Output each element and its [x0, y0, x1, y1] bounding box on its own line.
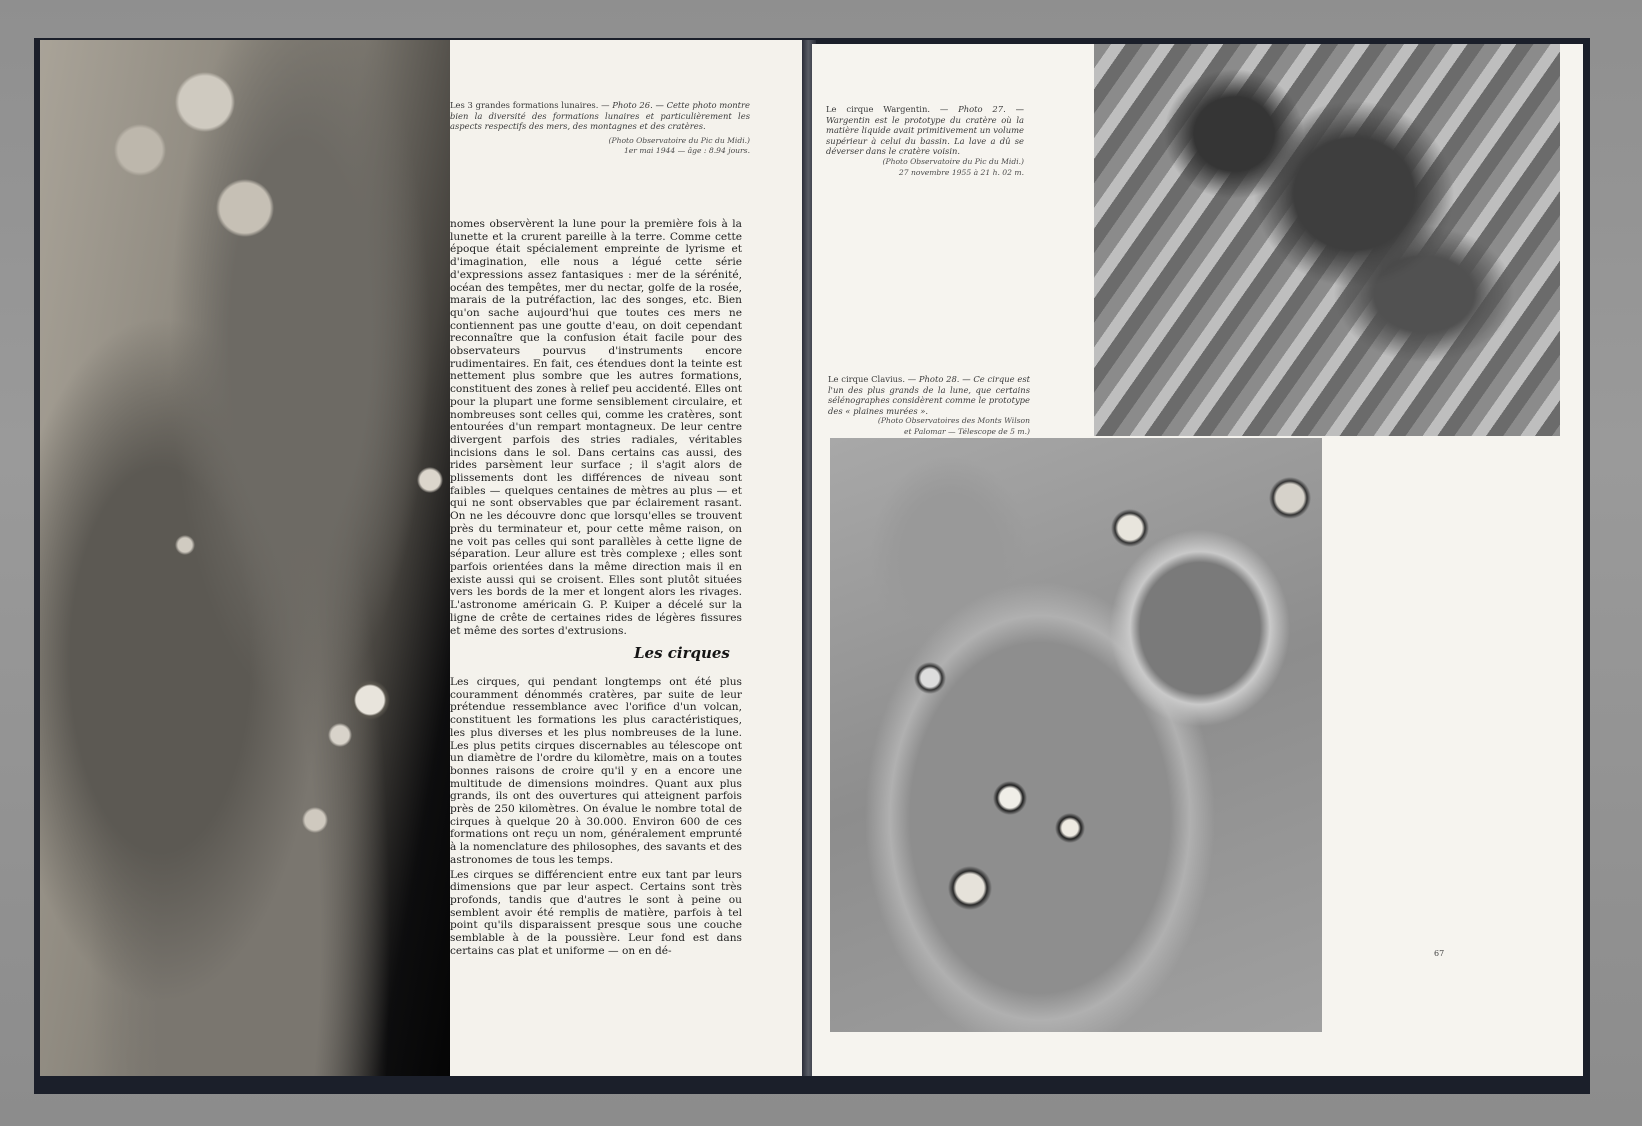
caption-title: Le cirque Wargentin. — [826, 104, 930, 114]
caption-credit: (Photo Observatoires des Monts Wilson — [877, 416, 1030, 426]
section-heading: Les cirques — [634, 644, 730, 662]
caption-credit: (Photo Observatoire du Pic du Midi.) — [882, 156, 1024, 166]
caption-credit-line-2: et Palomar — Télescope de 5 m.) — [903, 426, 1030, 436]
caption-photo-28: Le cirque Clavius. — Photo 28. — Ce cirque est l'un des plus grands de la lune, que certains sélénographes considèrent comme le prototype des « plaines murées ». (Photo Observatoires des Monts Wilson et Palomar — Télescope de 5 m.) — [828, 374, 1030, 436]
caption-label: Photo 26. — [612, 100, 653, 110]
caption-text: — Ce cirque est l'un des plus grands de la lune, que certains sélénographes considèrent comme le prototype des « plaines murées ». — [828, 374, 1030, 416]
caption-separator: — — [598, 100, 613, 110]
right-page — [812, 44, 1583, 1076]
wargentin-circular-mask — [1094, 44, 1560, 436]
caption-text: — Wargentin est le prototype du cratère où la matière liquide avait primitivement un volume supérieur à celui du bassin. La lave a dû se déverser dans le cratère voisin. — [826, 104, 1024, 157]
caption-title: Le cirque Clavius. — [828, 374, 905, 384]
section-paragraph: Les cirques se différencient entre eux tant par leurs dimensions que par leur aspect. Certains sont très profonds, tandis que d'autres le sont à peine ou semblent avoir été remplis de matière, parfois à tel point qu'ils disparaissent presque sous une couche semblable à de la poussière. Leur fond est dans certains cas plat et uniforme — on en dé- — [450, 868, 742, 957]
clavius-crater-photo — [830, 438, 1322, 1032]
body-paragraph: nomes observèrent la lune pour la première fois à la lunette et la crurent pareille à la terre. Comme cette époque était spécialement empreinte de lyrisme et d'imagination, elle nous a légué cette série d'expressions assez fantasiques : mer de la sérénité, océan des tempêtes, mer du nectar, golfe de la rosée, marais de la putréfaction, lac des songes, etc. Bien qu'on sache aujourd'hui que toutes ces mers ne contiennent pas une goutte d'eau, on doit cependant reconnaître que la confusion était facile pour des observateurs pourvus d'instruments encore rudimentaires. En fait, ces étendues dont la teinte est nettement plus sombre que les autres formations, constituent des zones à relief peu accidenté. Elles ont pour la plupart une forme sensiblement circulaire, et nombreuses sont celles qui, comme les cratères, sont entourées d'un rempart montagneux. De leur centre divergent parfois des stries radiales, véritables incisions dans le sol. Dans certains cas aussi, des rides parsèment leur surface ; il s'agit alors de plissements dont les différences de niveau sont faibles — quelques centaines de mètres au plus — et qui ne sont observables que par éclairement rasant. On ne les découvre donc que lorsqu'elles se trouvent près du terminateur et, pour cette même raison, on ne voit pas celles qui sont parallèles à cette ligne de séparation. Leur allure est très complexe ; elles sont parfois orientées dans la même direction mais il en existe aussi qui se croisent. Elles sont plutôt situées vers les bords de la mer et longent alors les rivages. L'astronome américain G. P. Kuiper a décelé sur la ligne de crête de certaines rides de légères fissures et même des sortes d'extrusions. — [450, 218, 742, 637]
section-column — [450, 676, 742, 957]
caption-label: Photo 27. — [958, 104, 1006, 114]
caption-date: 27 novembre 1955 à 21 h. 02 m. — [898, 167, 1024, 177]
caption-text: — Cette photo montre bien la diversité des formations lunaires et particulièrement les aspects respectifs des mers, des montagnes et des cratères. — [450, 100, 750, 132]
caption-label: Photo 28. — [918, 374, 960, 384]
caption-title: Les 3 grandes formations lunaires. — [450, 100, 599, 110]
caption-photo-27: Le cirque Wargentin. — Photo 27. — Wargentin est le prototype du cratère où la matière liquide avait primitivement un volume supérieur à celui du bassin. La lave a dû se déverser dans le cratère voisin. (Photo Observatoire du Pic du Midi.) 27 novembre 1955 à 21 h. 02 m. — [826, 104, 1024, 177]
page-number: 67 — [1434, 949, 1445, 958]
moon-surface-photo — [40, 40, 450, 1076]
section-paragraph: Les cirques, qui pendant longtemps ont été plus couramment dénommés cratères, par suite de leur prétendue ressemblance avec l'orifice d'un volcan, constituent les formations les plus caractéristiques, les plus diverses et les plus nombreuses de la lune. Les plus petits cirques discernables au télescope ont un diamètre de l'ordre du kilomètre, mais on a toutes bonnes raisons de croire qu'il y en a encore une multitude de dimensions moindres. Quant aux plus grands, ils ont des ouvertures qui atteignent parfois près de 250 kilomètres. On évalue le nombre total de cirques à quelque 20 à 30.000. Environ 600 de ces formations ont reçu un nom, généralement emprunté à la nomenclature des philosophes, des savants et des astronomes de tous les temps. — [450, 676, 742, 866]
caption-photo-26 — [450, 100, 750, 157]
caption-credit: (Photo Observatoire du Pic du Midi.) — [608, 135, 750, 145]
caption-date: 1er mai 1944 — âge : 8.94 jours. — [623, 146, 750, 156]
left-page — [40, 40, 806, 1076]
body-column — [450, 218, 742, 637]
